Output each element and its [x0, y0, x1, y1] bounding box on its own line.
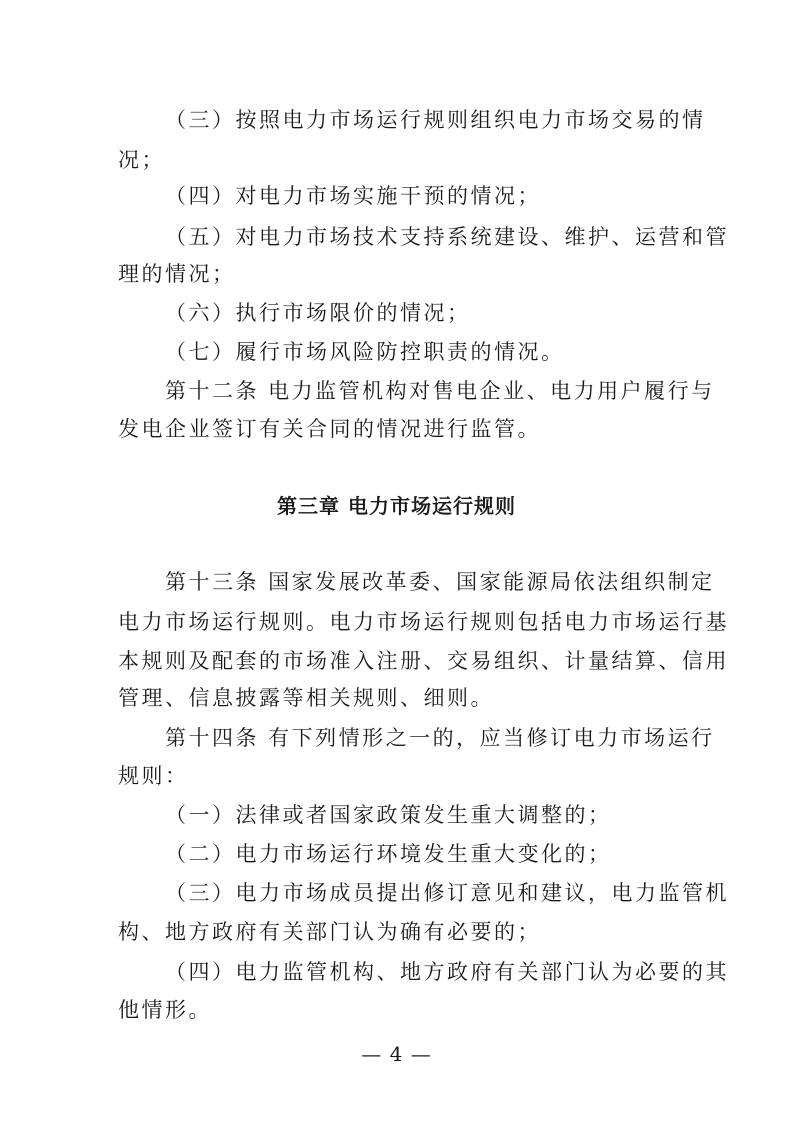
chapter-heading: 第三章 电力市场运行规则 — [277, 494, 516, 518]
text-line: （五）对电力市场技术支持系统建设、维护、运营和管 — [165, 225, 729, 249]
text-line: （三）按照电力市场运行规则组织电力市场交易的情 — [165, 108, 706, 132]
article-13-line: 第十三条 国家发展改革委、国家能源局依法组织制定 — [165, 570, 715, 594]
text-line: （六）执行市场限价的情况； — [165, 301, 471, 325]
text-line: 他情形。 — [118, 998, 212, 1022]
text-line: 发电企业签订有关合同的情况进行监管。 — [118, 417, 541, 441]
text-line: 理的情况； — [118, 262, 236, 286]
page-number: — 4 — — [361, 1042, 432, 1066]
text-line: 电力市场运行规则。电力市场运行规则包括电力市场运行基 — [118, 610, 729, 634]
text-line: （七）履行市场风险防控职责的情况。 — [165, 340, 565, 364]
text-line: （三）电力市场成员提出修订意见和建议，电力监管机 — [165, 881, 729, 905]
text-line: 规则： — [118, 764, 189, 788]
text-line: 管理、信息披露等相关规则、细则。 — [118, 686, 494, 710]
article-12-line: 第十二条 电力监管机构对售电企业、电力用户履行与 — [165, 379, 715, 403]
text-line: （四）对电力市场实施干预的情况； — [165, 184, 541, 208]
text-line: 况； — [118, 148, 165, 172]
text-line: （二）电力市场运行环境发生重大变化的； — [165, 842, 612, 866]
text-line: （四）电力监管机构、地方政府有关部门认为必要的其 — [165, 960, 729, 984]
article-14-line: 第十四条 有下列情形之一的，应当修订电力市场运行 — [165, 726, 715, 750]
text-line: 构、地方政府有关部门认为确有必要的； — [118, 920, 541, 944]
text-line: （一）法律或者国家政策发生重大调整的； — [165, 803, 612, 827]
text-line: 本规则及配套的市场准入注册、交易组织、计量结算、信用 — [118, 649, 729, 673]
